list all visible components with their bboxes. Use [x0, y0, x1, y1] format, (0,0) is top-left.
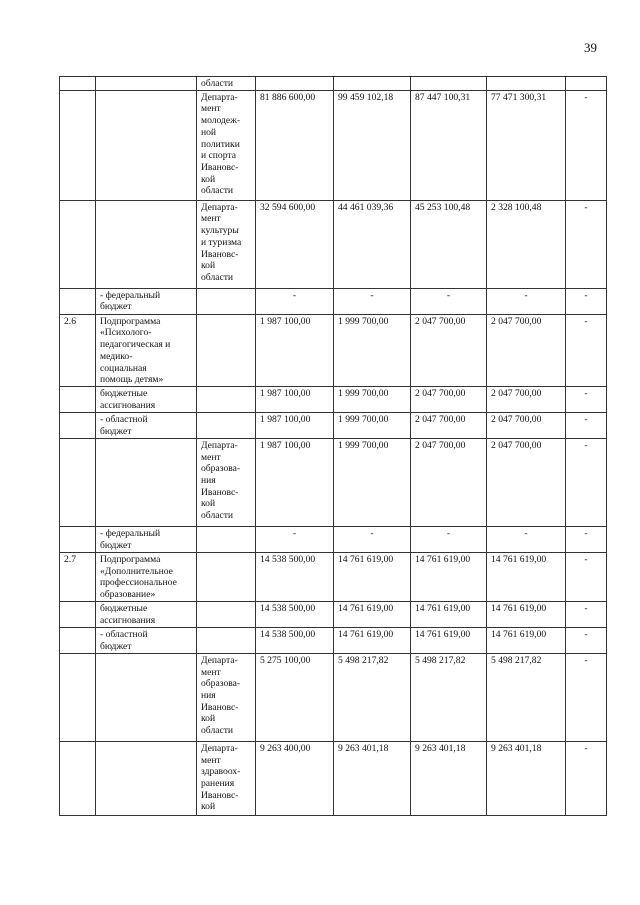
value-cell-3: 2 047 700,00 [411, 314, 487, 386]
row-name-cell: бюджетные ассигнования [96, 386, 197, 412]
value-cell-4: 2 047 700,00 [487, 412, 566, 438]
value-cell-3: 14 761 619,00 [411, 601, 487, 627]
value-cell-2: 44 461 039,36 [334, 200, 411, 288]
value-cell-4: 2 047 700,00 [487, 438, 566, 526]
row-name-cell: - областной бюджет [96, 627, 197, 653]
value-cell-1: 1 987 100,00 [256, 412, 334, 438]
executor-cell [197, 412, 256, 438]
value-cell-5: - [566, 412, 607, 438]
value-cell-1 [256, 77, 334, 91]
table-row [60, 627, 607, 653]
value-cell-1: - [256, 288, 334, 314]
value-cell-3: 5 498 217,82 [411, 653, 487, 741]
table-row [60, 601, 607, 627]
value-cell-4: 2 328 100,48 [487, 200, 566, 288]
value-cell-1: 32 594 600,00 [256, 200, 334, 288]
row-name-cell [96, 653, 197, 741]
executor-cell: Департа- мент образова- ния Ивановс- кой области [197, 653, 256, 741]
page-number: 39 [584, 40, 597, 55]
value-cell-5: - [566, 314, 607, 386]
table-row [60, 90, 607, 200]
value-cell-4: 5 498 217,82 [487, 653, 566, 741]
table-row [60, 552, 607, 601]
table-row [60, 412, 607, 438]
value-cell-3: 14 761 619,00 [411, 552, 487, 601]
executor-cell [197, 601, 256, 627]
value-cell-1: 1 987 100,00 [256, 438, 334, 526]
row-name-cell [96, 438, 197, 526]
value-cell-2: 14 761 619,00 [334, 601, 411, 627]
value-cell-1: 5 275 100,00 [256, 653, 334, 741]
row-name-cell: Подпрограмма «Психолого- педагогическая и медико- социальная помощь детям» [96, 314, 197, 386]
row-name-cell [96, 741, 197, 815]
row-number-cell: 2.6 [60, 314, 96, 386]
value-cell-2: 1 999 700,00 [334, 438, 411, 526]
table-row [60, 653, 607, 741]
value-cell-5: - [566, 552, 607, 601]
row-name-cell: Подпрограмма «Дополнительное профессиональное образование» [96, 552, 197, 601]
value-cell-4: 14 761 619,00 [487, 552, 566, 601]
value-cell-4: 9 263 401,18 [487, 741, 566, 815]
value-cell-4: 77 471 300,31 [487, 90, 566, 200]
value-cell-4 [487, 77, 566, 91]
value-cell-3: 2 047 700,00 [411, 412, 487, 438]
row-name-cell [96, 90, 197, 200]
row-number-cell [60, 627, 96, 653]
executor-cell: Департа- мент здравоох- ранения Ивановс- кой [197, 741, 256, 815]
row-name-cell [96, 77, 197, 91]
row-number-cell [60, 90, 96, 200]
value-cell-1: 9 263 400,00 [256, 741, 334, 815]
value-cell-3: - [411, 526, 487, 552]
executor-cell: области [197, 77, 256, 91]
executor-cell [197, 526, 256, 552]
row-number-cell: 2.7 [60, 552, 96, 601]
value-cell-4: 2 047 700,00 [487, 386, 566, 412]
value-cell-1: 14 538 500,00 [256, 601, 334, 627]
value-cell-4: 14 761 619,00 [487, 601, 566, 627]
table-row [60, 386, 607, 412]
value-cell-2 [334, 77, 411, 91]
value-cell-5: - [566, 653, 607, 741]
value-cell-2: - [334, 288, 411, 314]
value-cell-2: 9 263 401,18 [334, 741, 411, 815]
value-cell-5: - [566, 741, 607, 815]
value-cell-2: 1 999 700,00 [334, 386, 411, 412]
value-cell-4: - [487, 526, 566, 552]
value-cell-3: 14 761 619,00 [411, 627, 487, 653]
value-cell-3: 87 447 100,31 [411, 90, 487, 200]
value-cell-2: 14 761 619,00 [334, 627, 411, 653]
table-row [60, 200, 607, 288]
value-cell-3 [411, 77, 487, 91]
row-number-cell [60, 412, 96, 438]
row-name-cell: бюджетные ассигнования [96, 601, 197, 627]
row-name-cell: - областной бюджет [96, 412, 197, 438]
value-cell-2: 14 761 619,00 [334, 552, 411, 601]
value-cell-1: - [256, 526, 334, 552]
executor-cell [197, 627, 256, 653]
row-number-cell [60, 77, 96, 91]
row-number-cell [60, 741, 96, 815]
value-cell-3: 2 047 700,00 [411, 438, 487, 526]
row-name-cell: - федеральный бюджет [96, 288, 197, 314]
value-cell-3: 9 263 401,18 [411, 741, 487, 815]
value-cell-5: - [566, 200, 607, 288]
row-number-cell [60, 288, 96, 314]
executor-cell: Департа- мент культуры и туризма Ивановс- кой области [197, 200, 256, 288]
value-cell-5: - [566, 386, 607, 412]
value-cell-2: 99 459 102,18 [334, 90, 411, 200]
value-cell-4: 2 047 700,00 [487, 314, 566, 386]
table-row [60, 77, 607, 91]
executor-cell [197, 552, 256, 601]
row-number-cell [60, 601, 96, 627]
row-number-cell [60, 386, 96, 412]
executor-cell: Департа- мент образова- ния Ивановс- кой области [197, 438, 256, 526]
value-cell-5: - [566, 526, 607, 552]
value-cell-5 [566, 77, 607, 91]
executor-cell [197, 314, 256, 386]
value-cell-3: 2 047 700,00 [411, 386, 487, 412]
value-cell-5: - [566, 438, 607, 526]
value-cell-5: - [566, 601, 607, 627]
row-number-cell [60, 438, 96, 526]
value-cell-1: 14 538 500,00 [256, 627, 334, 653]
value-cell-2: 1 999 700,00 [334, 412, 411, 438]
value-cell-2: 5 498 217,82 [334, 653, 411, 741]
row-number-cell [60, 200, 96, 288]
row-name-cell [96, 200, 197, 288]
row-number-cell [60, 526, 96, 552]
executor-cell [197, 288, 256, 314]
value-cell-1: 81 886 600,00 [256, 90, 334, 200]
table-body [60, 77, 607, 816]
table-row [60, 288, 607, 314]
value-cell-5: - [566, 627, 607, 653]
value-cell-4: 14 761 619,00 [487, 627, 566, 653]
value-cell-3: 45 253 100,48 [411, 200, 487, 288]
value-cell-1: 1 987 100,00 [256, 314, 334, 386]
row-name-cell: - федеральный бюджет [96, 526, 197, 552]
value-cell-4: - [487, 288, 566, 314]
table-row [60, 526, 607, 552]
value-cell-2: 1 999 700,00 [334, 314, 411, 386]
executor-cell: Департа- мент молодеж- ной политики и спорта Ивановс- кой области [197, 90, 256, 200]
value-cell-5: - [566, 90, 607, 200]
value-cell-5: - [566, 288, 607, 314]
row-number-cell [60, 653, 96, 741]
value-cell-2: - [334, 526, 411, 552]
table-row [60, 438, 607, 526]
budget-table [59, 76, 607, 816]
value-cell-1: 14 538 500,00 [256, 552, 334, 601]
table-row [60, 314, 607, 386]
value-cell-3: - [411, 288, 487, 314]
value-cell-1: 1 987 100,00 [256, 386, 334, 412]
table-row [60, 741, 607, 815]
executor-cell [197, 386, 256, 412]
